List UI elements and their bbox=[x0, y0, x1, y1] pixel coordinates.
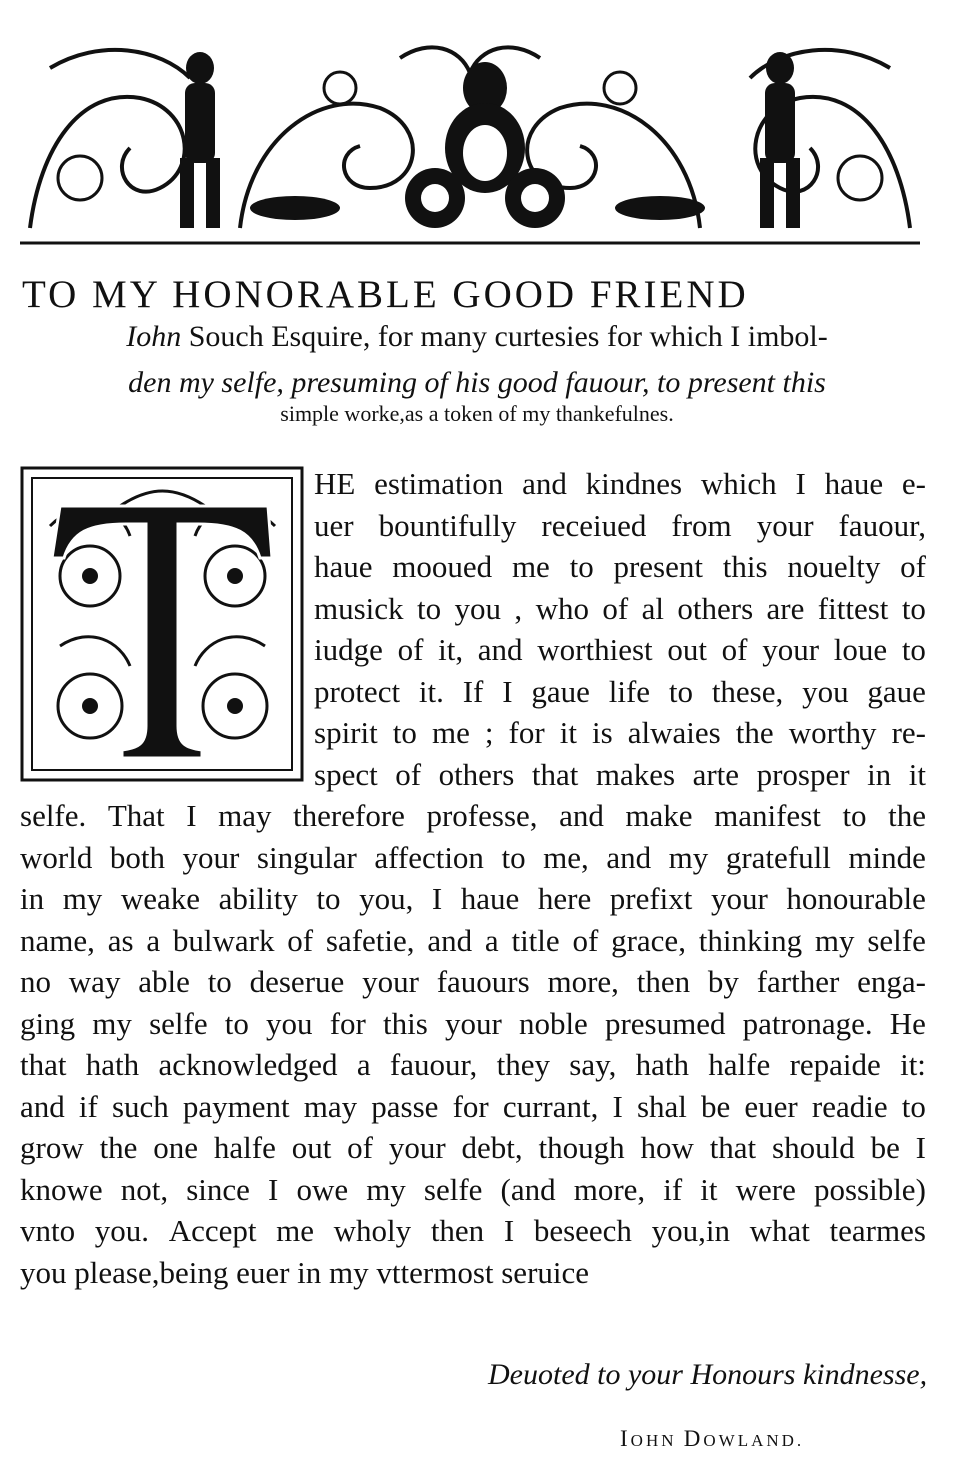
closing-phrase: Deuoted to your Honours kindnesse, bbox=[488, 1358, 928, 1391]
body-line-8: spect of others that makes arte prosper in it bbox=[314, 757, 926, 792]
subtitle-italic-name: Iohn bbox=[126, 320, 182, 353]
signature-initial-1: I bbox=[620, 1426, 631, 1451]
body-line-11: in my weake ability to you, I haue here prefixt your honourable bbox=[20, 881, 926, 916]
initial-t-ornament-image bbox=[20, 466, 304, 782]
dedication-subtitle-line-1 bbox=[0, 322, 954, 352]
signature bbox=[620, 1426, 804, 1452]
ornamental-headpiece bbox=[20, 28, 920, 250]
signature-initial-2: D bbox=[683, 1426, 704, 1451]
body-line-17: grow the one halfe out of your debt, though how that should be I bbox=[20, 1130, 926, 1165]
signature-smallcaps-2: OWLAND. bbox=[703, 1431, 805, 1450]
signature-smallcaps-1: OHN bbox=[630, 1431, 684, 1450]
body-line-7: spirit to me ; for it is alwaies the worthy re- bbox=[314, 715, 926, 750]
body-line-4: musick to you , who of al others are fittest to bbox=[314, 591, 926, 626]
body-line-5: iudge of it, and worthiest out of your loue to bbox=[314, 632, 926, 667]
body-line-20: you please,being euer in my vttermost seruice bbox=[20, 1255, 590, 1290]
dedication-title: TO MY HONORABLE GOOD FRIEND bbox=[22, 273, 749, 316]
body-line-10: world both your singular affection to me, and my gratefull minde bbox=[20, 840, 926, 875]
subtitle-line-1-text: Souch Esquire, for many curtesies for which I imbol- bbox=[181, 320, 828, 353]
body-line-14: ging my selfe to you for this your noble presumed patronage. He bbox=[20, 1006, 926, 1041]
body-line-1: HE estimation and kindnes which I haue e- bbox=[314, 466, 926, 501]
body-line-6: protect it. If I gaue life to these, you gaue bbox=[314, 674, 926, 709]
body-line-15: that hath acknowledged a fauour, they say, hath halfe repaide it: bbox=[20, 1047, 926, 1082]
body-line-2: uer bountifully receiued from your fauour, bbox=[314, 508, 926, 543]
body-line-12: name, as a bulwark of safetie, and a title of grace, thinking my selfe bbox=[20, 923, 926, 958]
headpiece-woodcut-image bbox=[20, 28, 920, 250]
dedication-subtitle-line-2: den my selfe, presuming of his good fauour, to present this bbox=[128, 366, 826, 399]
body-line-9: selfe. That I may therefore professe, and make manifest to the bbox=[20, 798, 926, 833]
body-line-16: and if such payment may passe for currant, I shal be euer readie to bbox=[20, 1089, 926, 1124]
decorated-initial-t bbox=[20, 466, 304, 782]
body-line-13: no way able to deserue your fauours more, then by farther enga- bbox=[20, 964, 926, 999]
body-line-3: haue mooued me to present this nouelty of bbox=[314, 549, 926, 584]
body-line-19: vnto you. Accept me wholy then I beseech you,in what tearmes bbox=[20, 1213, 926, 1248]
dedication-subtitle-line-3: simple worke,as a token of my thankefulnes. bbox=[280, 401, 674, 426]
body-line-18: knowe not, since I owe my selfe (and more, if it were possible) bbox=[20, 1172, 926, 1207]
